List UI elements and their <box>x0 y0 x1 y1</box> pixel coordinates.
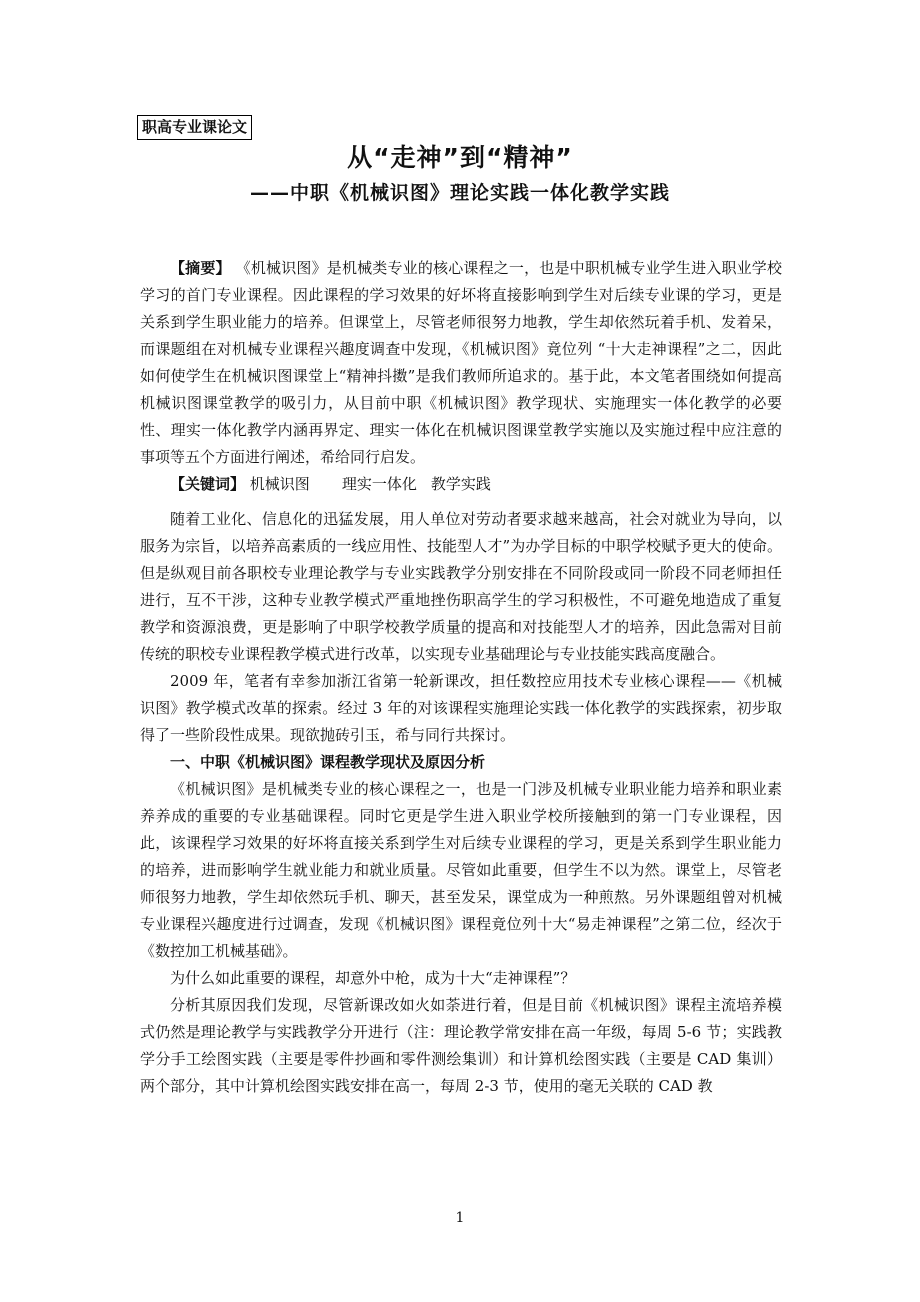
keyword-item: 理实一体化 <box>341 475 417 493</box>
paper-title: 从“走神”到“精神” <box>347 143 573 172</box>
section-heading: 一、中职《机械识图》课程教学现状及原因分析 <box>170 753 486 771</box>
body-paragraph: 《机械识图》是机械类专业的核心课程之一，也是一门涉及机械专业职业能力培养和职业素养养成的重要的专业基础课程。同时它更是学生进入职业学校所接触到的第一门专业课程，因此，该课程学习效果的好坏将直接关系到学生对后续专业课程的学习，更是关系到学生职业能力的培养，进而影响学生就业能力和就业质量。尽管如此重要，但学生不以为然。课堂上，尽管老师很努力地教，学生却依然玩手机、聊天，甚至发呆，课堂成为一种煎熬。另外课题组曾对机械专业课程兴趣度进行过调查，发现《机械识图》课程竟位列十大“易走神课程”之第二位，经次于《数控加工机械基础》。 <box>140 780 782 960</box>
body-paragraph: 为什么如此重要的课程，却意外中枪，成为十大“走神课程”？ <box>170 969 576 987</box>
abstract-paragraph <box>140 255 782 471</box>
abstract-text: 《机械识图》是机械类专业的核心课程之一，也是中职机械专业学生进入职业学校学习的首门专业课程。因此课程的学习效果的好坏将直接影响到学生对后续专业课的学习，更是关系到学生职业能力的培养。但课堂上，尽管老师很努力地教，学生却依然玩着手机、发着呆，而课题组在对机械专业课程兴趣度调查中发现，《机械识图》竟位列 “十大走神课程”之二，因此如何使学生在机械识图课堂上“精神抖擞”是我们教师所追求的。基于此，本文笔者围绕如何提高机械识图课堂教学的吸引力，从目前中职《机械识图》教学现状、实施理实一体化教学的必要性、理实一体化教学内涵再界定、理实一体化在机械识图课堂教学实施以及实施过程中应注意的事项等五个方面进行阐述，希给同行启发。 <box>140 259 782 466</box>
paper-subtitle: ——中职《机械识图》理论实践一体化教学实践 <box>249 182 670 204</box>
body-paragraph: 2009 年，笔者有幸参加浙江省第一轮新课改，担任数控应用技术专业核心课程——《机械识图》教学模式改革的探索。经过 3 年的对该课程实施理论实践一体化教学的实践探索，初步取得了一些阶段性成果。现欲抛砖引玉，希与同行共探讨。 <box>140 672 782 744</box>
body-text <box>140 255 782 1100</box>
category-label: 职高专业课论文 <box>137 115 252 140</box>
body-paragraph: 分析其原因我们发现，尽管新课改如火如荼进行着，但是目前《机械识图》课程主流培养模式仍然是理论教学与实践教学分开进行（注：理论教学常安排在高一年级，每周 5-6 节；实践教学分手工绘图实践（主要是零件抄画和零件测绘集训）和计算机绘图实践（主要是 CAD 集训）两个部分，其中计算机绘图实践安排在高一，每周 2-3 节，使用的毫无关联的 CAD 教 <box>140 996 782 1095</box>
body-paragraph: 随着工业化、信息化的迅猛发展，用人单位对劳动者要求越来越高，社会对就业为导向，以服务为宗旨，以培养高素质的一线应用性、技能型人才”为办学目标的中职学校赋予更大的使命。但是纵观目前各职校专业理论教学与专业实践教学分别安排在不同阶段或同一阶段不同老师担任进行，互不干涉，这种专业教学模式严重地挫伤职高学生的学习积极性，不可避免地造成了重复教学和资源浪费，更是影响了中职学校教学质量的提高和对技能型人才的培养，因此急需对目前传统的职校专业课程教学模式进行改革，以实现专业基础理论与专业技能实践高度融合。 <box>140 510 782 663</box>
keyword-item: 教学实践 <box>430 475 491 493</box>
keyword-item: 机械识图 <box>249 475 310 493</box>
keywords-paragraph <box>140 471 782 498</box>
page-number: 1 <box>455 1210 465 1226</box>
keywords-label: 【关键词】 <box>170 475 246 493</box>
abstract-label: 【摘要】 <box>170 259 231 277</box>
